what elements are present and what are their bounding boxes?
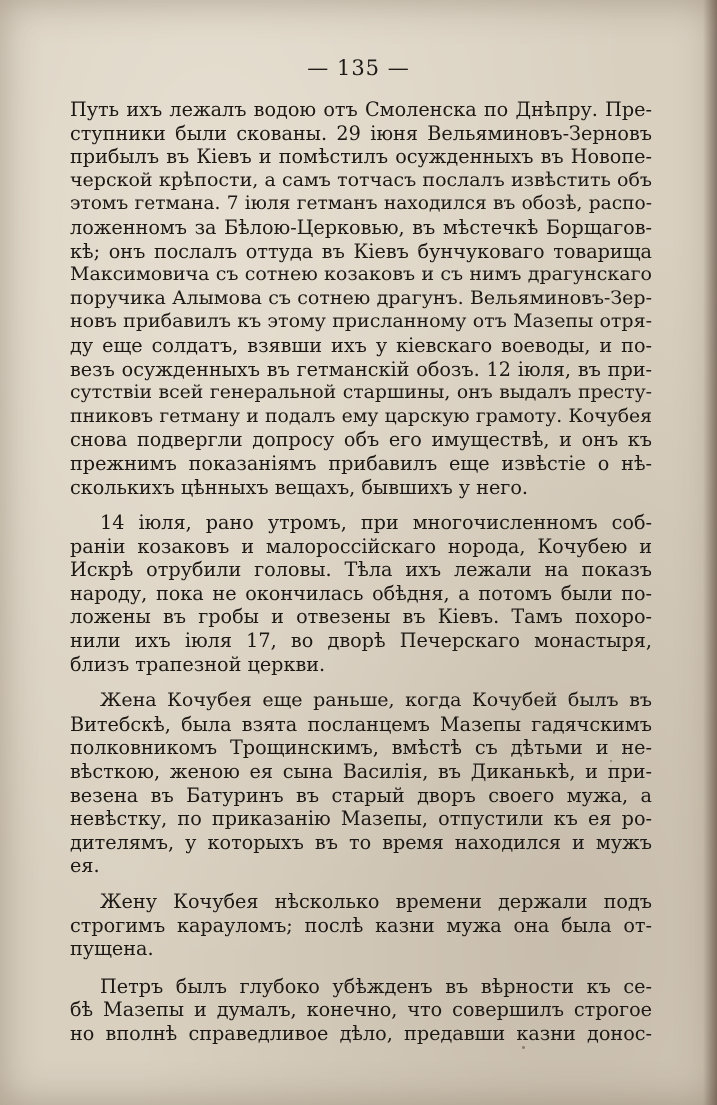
text-line: новъ прибавилъ къ этому присланному отъ Мазепы отря- xyxy=(70,310,652,333)
text-line: снова подвергли допросу объ его имуществѣ, и онъ къ xyxy=(70,428,652,452)
paragraph-1 xyxy=(70,98,652,499)
text-line: сколькихъ цѣнныхъ вещахъ, бывшихъ у него. xyxy=(70,475,528,499)
text-line: пущена. xyxy=(70,937,154,961)
text-line: прибылъ въ Кіевъ и помѣстилъ осужденныхъ въ Новопе- xyxy=(70,145,652,169)
text-line: ложенномъ за Бѣлою-Церковью, въ мѣстечкѣ Борщагов- xyxy=(70,215,652,239)
text-line: Путь ихъ лежалъ водою отъ Смоленска по Днѣпру. Пре- xyxy=(70,98,652,121)
text-line: бѣ Мазепы и думалъ, конечно, что совершилъ строгое xyxy=(70,998,652,1022)
paper-speck xyxy=(240,1010,242,1012)
text-line: сутствіи всей генеральной старшины, онъ выдалъ престу- xyxy=(70,382,652,404)
page-edge-shadow xyxy=(703,0,717,1105)
text-line: но вполнѣ справедливое дѣло, предавши казни донос- xyxy=(70,1021,652,1045)
text-line: этомъ гетмана. 7 іюля гетманъ находился въ обозѣ, распо- xyxy=(70,193,652,215)
text-line: Максимовича съ сотнею козаковъ и съ нимъ драгунскаго xyxy=(70,263,652,286)
text-line: вѣсткою, женою ея сына Василія, въ Диканькѣ, и при- xyxy=(70,760,652,784)
paragraph-2 xyxy=(70,511,652,676)
text-line: близъ трапезной церкви. xyxy=(70,652,326,676)
paragraph-5 xyxy=(70,975,652,1046)
text-line: кѣ; онъ послалъ оттуда въ Кіевъ бунчуковаго товарища xyxy=(70,239,652,263)
page-number: — 135 — xyxy=(307,56,410,80)
paper-speck xyxy=(522,1046,525,1049)
text-line: невѣстку, по приказанію Мазепы, отпустили къ ея ро- xyxy=(70,807,652,831)
text-line: ея. xyxy=(70,854,100,878)
text-line: Жена Кочубея еще раньше, когда Кочубей былъ въ xyxy=(100,689,652,712)
text-line: прежнимъ показаніямъ прибавилъ еще извѣстіе о нѣ- xyxy=(70,451,652,475)
text-line: дителямъ, у которыхъ въ то время находился и мужъ xyxy=(70,830,652,854)
text-line: ступники были скованы. 29 іюня Вельяминовъ-Зерновъ xyxy=(70,121,652,145)
paper-speck xyxy=(610,760,612,762)
paragraph-4 xyxy=(70,890,652,961)
text-line: поручика Алымова съ сотнею драгунъ. Вельяминовъ-Зер- xyxy=(70,286,652,309)
text-body xyxy=(70,98,652,1046)
text-line: черской крѣпости, а самъ тотчасъ послалъ извѣстить объ xyxy=(70,168,652,191)
text-line: пниковъ гетману и подалъ ему царскую грамоту. Кочубея xyxy=(70,405,652,427)
text-line: везена въ Батуринъ въ старый дворъ своего мужа, а xyxy=(70,783,652,807)
text-line: полковникомъ Трощинскимъ, вмѣстѣ съ дѣтьми и не- xyxy=(70,736,652,760)
text-line: 14 іюля, рано утромъ, при многочисленномъ соб- xyxy=(100,511,652,535)
text-line: ду еще солдатъ, взявши ихъ у кіевскаго воеводы, и по- xyxy=(70,333,652,357)
text-line: Искрѣ отрубили головы. Тѣла ихъ лежали на показъ xyxy=(70,558,652,582)
paragraph-3 xyxy=(70,689,652,878)
text-line: народу, пока не окончилась обѣдня, а потомъ были по- xyxy=(70,581,652,605)
text-line: везъ осужденныхъ въ гетманскій обозъ. 12 іюля, въ при- xyxy=(70,357,652,381)
text-line: Жену Кочубея нѣсколько времени держали подъ xyxy=(100,890,652,913)
text-line: Витебскѣ, была взята посланцемъ Мазепы гадячскимъ xyxy=(70,712,652,736)
text-line: строгимъ карауломъ; послѣ казни мужа она была от- xyxy=(70,913,652,937)
text-line: ложены въ гробы и отвезены въ Кіевъ. Тамъ похоро- xyxy=(70,605,652,629)
text-line: раніи козаковъ и малороссійскаго норода, Кочубею и xyxy=(70,534,652,558)
text-line: Петръ былъ глубоко убѣжденъ въ вѣрности къ се- xyxy=(100,974,652,998)
text-line: нили ихъ іюля 17, во дворѣ Печерскаго монастыря, xyxy=(70,629,652,653)
